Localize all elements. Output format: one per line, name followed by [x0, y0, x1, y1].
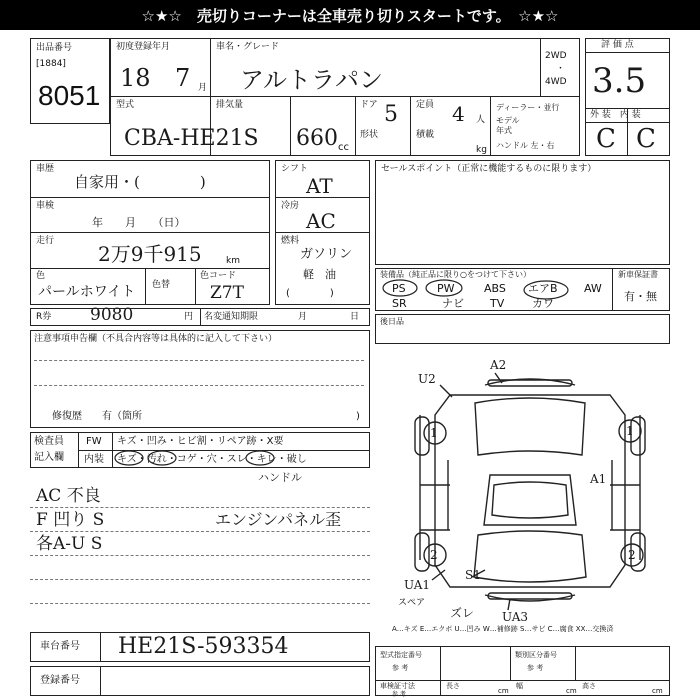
equip-tv: TV [490, 297, 505, 310]
equipment-circles [375, 268, 615, 313]
mileage-unit: km [226, 256, 240, 266]
drive-dot: ・ [556, 64, 566, 74]
damage-legend: A…キズ E…エクボ U…凹み W…補修跡 S…サビ C…腐食 XX…交換済 [392, 625, 614, 633]
fw-text: キズ・凹み・ヒビ割・リペア跡・X要 [117, 436, 284, 447]
mark-zure: ズレ [450, 606, 475, 620]
interior-label: 内装 [84, 454, 104, 465]
color-code-label: 色コード [200, 271, 237, 281]
model-spec-sub: 参 考 [392, 664, 409, 672]
notes-label: 注意事項申告欄（不具合内容等は具体的に記入して下さい） [34, 334, 278, 344]
overall-score: 3.5 [592, 61, 647, 101]
note-line-1: AC 不良 [36, 486, 101, 506]
reg-box [30, 666, 370, 696]
fuel-label: 燃料 [281, 236, 300, 246]
capacity-value: 4 [452, 102, 465, 126]
displacement-label: 排気量 [216, 100, 244, 110]
inspector-label: 検査員 [34, 436, 64, 447]
equip-sr: SR [392, 297, 407, 310]
displacement-value: 660 [296, 126, 338, 151]
announcement-banner: ☆★☆ 売切りコーナーは全車売り切りスタートです。 ☆★☆ [0, 0, 700, 30]
door-label: ドア [360, 100, 378, 110]
car-name: アルトラパン [240, 66, 384, 94]
later-items-box [375, 314, 670, 344]
lot-sub: [1884] [36, 59, 66, 69]
model-year-label2: 年式 [496, 126, 512, 135]
color-value: パールホワイト [38, 284, 136, 300]
fuel-gas: ガソリン [300, 247, 353, 262]
reg-label: 登録番号 [40, 675, 80, 686]
interior-grade: C [636, 124, 656, 154]
dealer-label: ディーラー・並行 [496, 103, 560, 112]
load-label: 積載 [416, 130, 435, 140]
fw-label: FW [86, 436, 102, 447]
month-unit: 月 [198, 83, 208, 93]
model-label: 型式 [116, 100, 135, 110]
mark-u2: U2 [418, 372, 436, 386]
interior-circles [112, 448, 312, 468]
capacity-unit: 人 [476, 115, 486, 125]
equip-navi: ナビ [442, 297, 464, 310]
mark-a1: A1 [590, 472, 607, 486]
handle-note: ハンドル [258, 471, 302, 484]
note-line-2: F 凹り S [36, 510, 105, 530]
inspection-label: 車検 [36, 201, 55, 211]
size-label: 車検証寸法 [380, 682, 415, 690]
mileage-label: 走行 [36, 236, 55, 246]
equip-airbag: エアB [528, 282, 558, 295]
width-unit: cm [566, 687, 577, 695]
circle-rear-left: 2 [430, 548, 438, 562]
door-value: 5 [384, 102, 398, 127]
lot-label: 出品番号 [36, 43, 73, 53]
model-year-label: モデル [496, 116, 520, 125]
chassis-label: 車台番号 [40, 641, 80, 652]
mark-ua3: UA3 [502, 610, 529, 624]
fuel-paren: ( ) [286, 288, 334, 299]
repaint-label: 色替 [152, 280, 171, 290]
size-sub: 参 考 [392, 691, 406, 698]
inspection-value: 年 月 （日） [92, 216, 186, 229]
history-value: 自家用・( ) [74, 173, 206, 191]
height-unit: cm [652, 687, 663, 695]
first-reg-year: 18 [120, 64, 151, 92]
equip-aw: AW [584, 282, 602, 295]
note-line-4: エンジンパネル歪 [215, 510, 342, 529]
exterior-grade: C [596, 124, 616, 154]
circle-front-left: 1 [430, 426, 438, 440]
displacement-unit: cc [338, 142, 349, 153]
notice-month: 月 [298, 312, 308, 322]
mark-s1: S1 [465, 568, 481, 582]
first-reg-month: 7 [175, 64, 191, 92]
color-code-value: Z7T [210, 283, 244, 303]
shift-value: AT [306, 174, 333, 198]
sales-point-box [375, 160, 670, 265]
r-label: R券 [36, 312, 52, 322]
equip-pw: PW [437, 282, 455, 295]
drive-2wd: 2WD [545, 51, 567, 61]
ac-label: 冷房 [281, 201, 300, 211]
warranty-label: 新車保証書 [618, 270, 658, 279]
equip-abs: ABS [484, 282, 506, 295]
capacity-label: 定員 [416, 100, 435, 110]
load-unit: kg [476, 145, 487, 155]
height-label: 高さ [582, 682, 596, 690]
shape-label: 形状 [360, 130, 379, 140]
repair-history-label: 修復歴 有（箇所 [52, 411, 142, 422]
spare-label: スペア [398, 598, 426, 608]
car-damage-diagram [390, 355, 670, 625]
note-line-3: 各A-U S [36, 534, 103, 554]
class-sub: 参 考 [527, 664, 544, 672]
model-spec-label: 型式指定番号 [380, 651, 422, 659]
mark-a2: A2 [490, 358, 507, 372]
history-label: 車歴 [36, 164, 55, 174]
interior-text: キズ・汚れ・コゲ・穴・スレ・キレ・破し [117, 454, 307, 465]
equip-leather: カワ [532, 297, 554, 310]
later-items-label: 後日品 [380, 317, 404, 326]
width-label: 幅 [516, 682, 523, 690]
first-reg-label: 初度登録年月 [116, 42, 171, 52]
drive-4wd: 4WD [545, 77, 567, 87]
fuel-diesel: 軽 油 [303, 268, 336, 281]
shift-label: シフト [281, 164, 309, 174]
notice-label: 名変通知期限 [204, 312, 259, 322]
lot-number: 8051 [38, 80, 101, 111]
model-value: CBA-HE21S [124, 126, 259, 151]
handle-label: ハンドル 左・右 [496, 141, 555, 150]
circle-front-right: 1 [626, 424, 634, 438]
r-value: 9080 [90, 305, 134, 325]
equip-ps: PS [392, 282, 406, 295]
inspector-label2: 記入欄 [34, 452, 64, 463]
equipment-label: 装備品（純正品に限り○をつけて下さい） [380, 270, 531, 279]
class-label: 類別区分番号 [515, 651, 557, 659]
chassis-value: HE21S-593354 [118, 634, 289, 659]
mileage-value: 2万9千915 [98, 242, 202, 266]
notice-day: 日 [350, 312, 360, 322]
mark-ua1: UA1 [404, 578, 431, 592]
r-unit: 円 [184, 312, 194, 322]
circle-rear-right: 2 [628, 548, 636, 562]
warranty-value: 有・無 [624, 290, 657, 303]
ext-int-label: 外 装 内 装 [590, 110, 641, 120]
length-label: 長さ [446, 682, 460, 690]
car-name-label: 車名・グレード [216, 42, 280, 52]
length-unit: cm [498, 687, 509, 695]
ac-value: AC [306, 209, 336, 233]
score-label: 評 価 点 [601, 40, 634, 50]
sales-point-label: セールスポイント（正常に機能するものに限ります） [381, 164, 597, 174]
color-label: 色 [36, 271, 46, 281]
